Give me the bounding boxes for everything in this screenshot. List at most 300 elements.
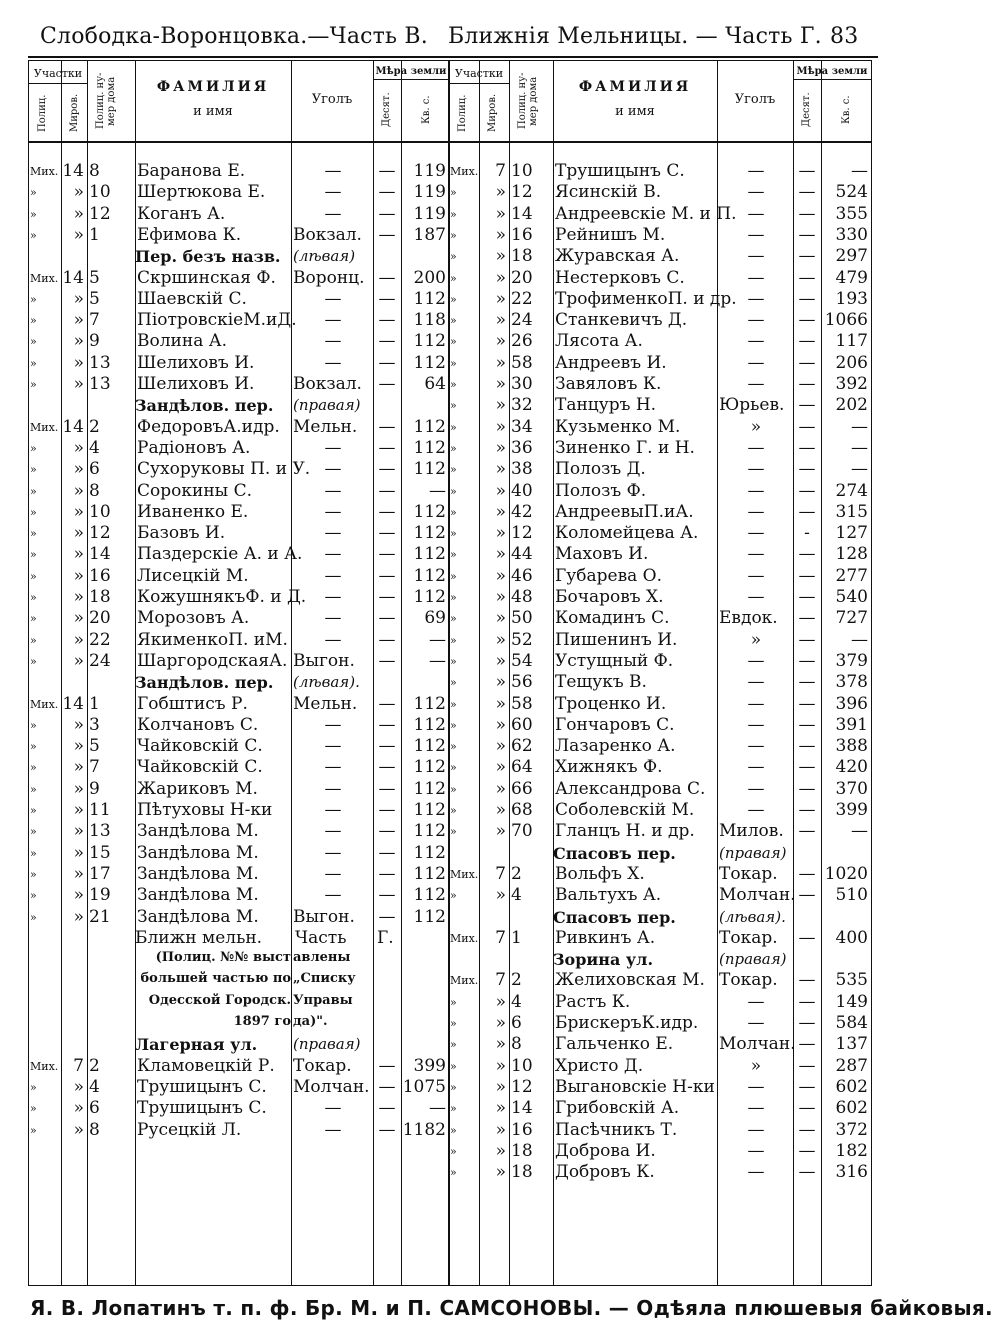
sq-sazhen: 112	[413, 863, 446, 884]
magistrate-district: »	[73, 523, 84, 544]
magistrate-district: »	[495, 991, 506, 1012]
house-number: 20	[511, 267, 533, 288]
house-number: 34	[511, 416, 533, 437]
table-row	[29, 374, 449, 395]
corner-street: —	[324, 182, 342, 203]
desyatiny: —	[378, 587, 396, 607]
police-district: »	[30, 505, 37, 519]
owner-name: Тещукъ В.	[555, 672, 647, 693]
corner-street: —	[747, 288, 765, 309]
house-number: 8	[89, 1119, 100, 1140]
corner-street: —	[324, 885, 342, 906]
table-row	[29, 544, 449, 565]
sq-sazhen: 206	[835, 352, 868, 373]
magistrate-district: »	[73, 1119, 84, 1140]
sq-sazhen: 112	[413, 501, 446, 522]
desyatiny: —	[378, 565, 396, 586]
corner-street: —	[747, 310, 765, 331]
table-row	[449, 1056, 871, 1077]
corner-street: Евдок.	[719, 608, 778, 629]
sq-sazhen: 355	[835, 203, 868, 224]
corner-street: —	[324, 821, 342, 842]
header-rule	[28, 56, 878, 58]
police-district: »	[450, 591, 457, 604]
desyatiny: —	[378, 1055, 396, 1076]
corner-street: —	[324, 523, 342, 544]
house-number: 24	[89, 650, 111, 671]
magistrate-district: »	[495, 331, 506, 352]
desyatiny: —	[798, 182, 816, 203]
desyatiny: —	[798, 161, 816, 181]
desyatiny: —	[378, 544, 396, 565]
house-number: 10	[511, 1055, 533, 1076]
street-side: (правая)	[293, 1035, 361, 1054]
house-number: 64	[511, 757, 533, 778]
police-district: »	[30, 867, 37, 881]
police-district: »	[450, 207, 457, 221]
police-district: Мих.	[30, 420, 59, 434]
police-district: »	[30, 612, 37, 626]
sq-sazhen: 277	[835, 565, 868, 586]
header-subrule	[373, 79, 449, 80]
table-row	[449, 459, 871, 480]
sq-sazhen: 112	[413, 778, 446, 799]
section-row	[29, 395, 449, 416]
desyatiny: —	[378, 608, 396, 629]
police-district: »	[30, 910, 37, 924]
table-row	[29, 821, 449, 842]
corner-street: —	[324, 331, 342, 352]
desyatiny: —	[798, 1034, 816, 1055]
col-mera: Мѣра земли	[375, 66, 447, 77]
col-nomer: Полиц. ну-мер дома	[517, 72, 539, 130]
part-word: Часть	[295, 927, 347, 948]
owner-name: ЯкименкоП. иМ.	[137, 629, 288, 650]
sq-sazhen: 127	[835, 523, 868, 544]
street-side: (лѣвая)	[293, 247, 356, 266]
sq-sazhen: 112	[413, 523, 446, 544]
owner-name: Хижнякъ Ф.	[555, 757, 663, 778]
owner-name: Лясота А.	[555, 331, 643, 352]
magistrate-district: »	[73, 182, 84, 203]
magistrate-district: »	[495, 480, 506, 501]
owner-name: Александрова С.	[555, 778, 706, 799]
sq-sazhen: 200	[413, 267, 446, 288]
table-row	[449, 310, 871, 331]
police-district: »	[450, 548, 457, 562]
corner-street: —	[324, 608, 342, 629]
house-number: 58	[511, 352, 533, 373]
desyatiny: —	[798, 927, 816, 948]
corner-street: —	[324, 1098, 342, 1119]
corner-street: —	[324, 544, 342, 565]
desyatiny: —	[798, 459, 816, 480]
table-row	[29, 843, 449, 864]
sq-sazhen: 202	[835, 395, 868, 416]
table-row	[449, 715, 871, 736]
house-number: 1	[89, 693, 100, 714]
sq-sazhen: 370	[835, 778, 868, 799]
corner-street: —	[747, 991, 765, 1012]
corner-street: —	[324, 288, 342, 309]
magistrate-district: »	[495, 203, 506, 224]
house-number: 58	[511, 693, 533, 714]
sq-sazhen: 396	[835, 693, 868, 714]
police-district: »	[450, 697, 457, 711]
magistrate-district: »	[495, 1162, 506, 1183]
sq-sazhen: 315	[835, 501, 868, 522]
street-side: (правая)	[719, 843, 787, 862]
col-nomer: Полиц. ну-мер дома	[95, 72, 117, 130]
owner-name: Шертюкова Е.	[137, 182, 266, 203]
house-number: 12	[511, 182, 533, 203]
police-district: Мих.	[30, 697, 59, 711]
magistrate-district: »	[73, 1076, 84, 1097]
magistrate-district: »	[495, 416, 506, 437]
corner-street: —	[747, 437, 765, 458]
police-district: »	[450, 356, 457, 370]
table-row	[29, 331, 449, 352]
house-number: 13	[89, 352, 111, 373]
sq-sazhen: 1066	[824, 310, 868, 331]
police-district: »	[30, 228, 37, 242]
street-side: (правая)	[719, 950, 787, 969]
magistrate-district: »	[495, 437, 506, 458]
police-district: »	[30, 441, 37, 455]
table-row	[29, 182, 449, 203]
sq-sazhen: 1182	[402, 1119, 446, 1140]
magistrate-district: »	[495, 885, 506, 906]
corner-street: —	[747, 714, 765, 735]
desyatiny: —	[378, 693, 396, 714]
police-district: »	[30, 527, 37, 541]
police-district: »	[30, 335, 37, 349]
magistrate-district: »	[73, 203, 84, 224]
table-row	[449, 395, 871, 416]
house-number: 12	[511, 1076, 533, 1097]
owner-name: Базовъ И.	[137, 523, 226, 544]
note-row	[29, 992, 449, 1013]
police-district: »	[30, 782, 37, 796]
desyatiny: —	[378, 757, 396, 778]
house-number: 70	[511, 821, 533, 842]
desyatiny: —	[378, 501, 396, 522]
owner-name: Шаевскій С.	[137, 288, 247, 309]
police-district: Мих.	[450, 165, 479, 178]
police-district: Мих.	[30, 165, 59, 178]
table-row	[29, 310, 449, 331]
owner-name: Зиненко Г. и Н.	[555, 437, 695, 458]
table-row	[29, 289, 449, 310]
corner-street: —	[747, 587, 765, 607]
sq-sazhen: 119	[413, 182, 446, 203]
sq-sazhen: 540	[835, 587, 868, 607]
desyatiny: —	[798, 757, 816, 778]
magistrate-district: »	[73, 288, 84, 309]
footer-advertisement: Я. В. Лопатинъ т. п. ф. Бр. М. и П. САМСОНОВЫ. — Одѣяла плюшевыя байковыя.	[30, 1296, 993, 1320]
police-district: »	[450, 1123, 457, 1137]
owner-name: Андреевъ И.	[555, 352, 667, 373]
header-left: Слободка-Воронцовка.—Часть В.	[40, 24, 428, 49]
house-number: 18	[511, 246, 533, 267]
table-row	[449, 331, 871, 352]
desyatiny: —	[798, 991, 816, 1012]
desyatiny: —	[798, 544, 816, 565]
table-row	[449, 225, 871, 246]
house-number: 48	[511, 587, 533, 607]
police-district: »	[30, 548, 37, 562]
police-district: »	[450, 654, 457, 668]
owner-name: Растъ К.	[555, 991, 631, 1012]
desyatiny: —	[798, 885, 816, 906]
owner-name: Выгановскіе Н-ки	[555, 1076, 715, 1097]
desyatiny: —	[798, 224, 816, 245]
magistrate-district: »	[73, 224, 84, 245]
magistrate-district: »	[495, 310, 506, 331]
table-row	[449, 566, 871, 587]
house-number: 5	[89, 267, 100, 288]
corner-street: Токар.	[719, 970, 778, 991]
table-row	[29, 885, 449, 906]
owner-name: Чайковскій С.	[137, 736, 263, 757]
col-familia: ФАМИЛИЯ	[578, 79, 692, 95]
table-row	[29, 161, 449, 182]
house-number: 9	[89, 331, 100, 352]
owner-name: Добровъ К.	[555, 1162, 655, 1183]
corner-street: Токар.	[719, 927, 778, 948]
desyatiny: —	[378, 736, 396, 757]
house-number: 36	[511, 437, 533, 458]
house-number: 12	[89, 203, 111, 224]
house-number: 40	[511, 480, 533, 501]
part-letter: Г.	[377, 927, 394, 948]
section-row	[29, 246, 449, 267]
house-number: 66	[511, 778, 533, 799]
police-district: »	[450, 505, 457, 519]
sq-sazhen: 193	[835, 288, 868, 309]
corner-street: —	[324, 352, 342, 373]
corner-street: —	[324, 501, 342, 522]
magistrate-district: »	[495, 757, 506, 778]
corner-street: —	[747, 693, 765, 714]
corner-street: —	[747, 1076, 765, 1097]
header-subrule	[449, 83, 509, 84]
desyatiny: —	[378, 352, 396, 373]
police-district: Мих.	[450, 931, 479, 945]
owner-name: Ефимова К.	[137, 224, 242, 245]
desyatiny: —	[378, 821, 396, 842]
magistrate-district: 7	[495, 863, 506, 884]
corner-street: —	[747, 650, 765, 671]
police-district: »	[450, 995, 457, 1009]
magistrate-district: »	[495, 672, 506, 693]
police-district: »	[30, 1102, 37, 1116]
table-row	[29, 523, 449, 544]
sq-sazhen: 535	[835, 970, 868, 991]
note-text: авлены	[293, 950, 351, 966]
magistrate-district: »	[73, 863, 84, 884]
desyatiny: —	[798, 1076, 816, 1097]
col-desyat: Десят.	[381, 92, 392, 128]
house-number: 2	[89, 1055, 100, 1076]
magistrate-district: »	[495, 565, 506, 586]
owner-name: Лисецкій М.	[137, 565, 249, 586]
desyatiny: —	[378, 224, 396, 245]
magistrate-district: »	[495, 288, 506, 309]
note-text: „Списку	[293, 971, 356, 987]
house-number: 2	[511, 863, 522, 884]
owner-name: Нестерковъ С.	[555, 267, 685, 288]
magistrate-district: »	[73, 736, 84, 757]
col-uchastki: Участки	[33, 67, 83, 80]
table-row	[449, 1013, 871, 1034]
owner-name: Колчановъ С.	[137, 714, 259, 735]
magistrate-district: »	[495, 267, 506, 288]
police-district: »	[450, 399, 457, 413]
house-number: 11	[89, 800, 111, 820]
owner-name: Бочаровъ Х.	[555, 587, 664, 607]
sq-sazhen: 392	[835, 374, 868, 394]
police-district: »	[30, 186, 37, 200]
magistrate-district: »	[495, 1076, 506, 1097]
col-ugol: Уголъ	[311, 92, 353, 107]
magistrate-district: »	[495, 587, 506, 607]
police-district: »	[450, 420, 457, 434]
corner-street: Воронц.	[293, 267, 365, 288]
table-row	[449, 885, 871, 906]
house-number: 16	[89, 565, 111, 586]
col-mera: Мѣра земли	[796, 66, 868, 77]
house-number: 16	[511, 1119, 533, 1140]
col-mirov: Миров.	[487, 93, 498, 133]
corner-street: Выгон.	[293, 906, 355, 927]
section-row	[449, 949, 871, 970]
sq-sazhen: 112	[413, 416, 446, 437]
corner-street: —	[747, 352, 765, 373]
corner-street: —	[747, 374, 765, 394]
corner-street: —	[324, 565, 342, 586]
owner-name: Зандѣлова М.	[137, 842, 259, 863]
header-middle: Ближнія Мельницы. — Часть Г.	[448, 24, 822, 49]
house-number: 24	[511, 310, 533, 331]
owner-name: Танцуръ Н.	[555, 395, 657, 416]
magistrate-district: »	[73, 650, 84, 671]
house-number: 54	[511, 650, 533, 671]
table-row	[449, 779, 871, 800]
owner-name: Зандѣлова М.	[137, 821, 259, 842]
sq-sazhen: 112	[413, 757, 446, 778]
sq-sazhen: 64	[424, 374, 446, 394]
col-familia: ФАМИЛИЯ	[156, 79, 270, 95]
owner-name: Гланцъ Н. и др.	[555, 821, 695, 842]
desyatiny: —	[378, 310, 396, 331]
house-number: 17	[89, 863, 111, 884]
police-district: »	[450, 804, 457, 817]
sq-sazhen: 119	[413, 203, 446, 224]
corner-street: Мельн.	[293, 693, 358, 714]
corner-street: Милов.	[719, 821, 784, 842]
table-row	[449, 182, 871, 203]
street-name: Спасовъ пер.	[553, 843, 676, 863]
col-mirov: Миров.	[69, 93, 80, 133]
magistrate-district: »	[73, 565, 84, 586]
magistrate-district: »	[495, 778, 506, 799]
house-number: 9	[89, 778, 100, 799]
house-number: 8	[89, 480, 100, 501]
table-row	[449, 481, 871, 502]
table-row	[449, 246, 871, 267]
corner-street: —	[324, 459, 342, 480]
police-district: »	[450, 271, 457, 285]
col-uchastki: Участки	[454, 67, 504, 80]
magistrate-district: »	[495, 1140, 506, 1161]
police-district: Мих.	[450, 867, 479, 881]
owner-name: Гобштисъ Р.	[137, 693, 248, 714]
house-number: 62	[511, 736, 533, 757]
desyatiny: —	[798, 1162, 816, 1183]
house-number: 14	[511, 203, 533, 224]
owner-name: Шелиховъ И.	[137, 374, 255, 394]
desyatiny: —	[798, 1013, 816, 1033]
house-number: 18	[511, 1140, 533, 1161]
house-number: 22	[89, 629, 111, 650]
owner-name: Вальтухъ А.	[555, 885, 662, 906]
magistrate-district: »	[495, 459, 506, 480]
sq-sazhen: 112	[413, 587, 446, 607]
house-number: 30	[511, 374, 533, 394]
corner-street: —	[747, 459, 765, 480]
corner-street: —	[324, 203, 342, 224]
house-number: 14	[511, 1098, 533, 1119]
owner-name: Гончаровъ С.	[555, 714, 675, 735]
magistrate-district: »	[73, 587, 84, 607]
table-row	[449, 1077, 871, 1098]
corner-street: Токар.	[719, 863, 778, 884]
desyatiny: —	[378, 1076, 396, 1097]
police-district: »	[30, 633, 37, 647]
sq-sazhen: 117	[835, 331, 868, 352]
magistrate-district: »	[495, 714, 506, 735]
right-table	[448, 60, 872, 1286]
table-row	[449, 672, 871, 693]
desyatiny: —	[378, 1098, 396, 1119]
sq-sazhen: 420	[835, 757, 868, 778]
police-district: »	[30, 591, 37, 604]
police-district: »	[30, 207, 37, 221]
owner-name: Губарева О.	[555, 565, 663, 586]
house-number: 4	[89, 437, 100, 458]
owner-name: Андреевскіе М. и П.	[555, 203, 737, 224]
desyatiny: —	[378, 288, 396, 309]
house-number: 50	[511, 608, 533, 629]
table-row	[29, 225, 449, 246]
corner-street: —	[747, 1098, 765, 1119]
sq-sazhen: 399	[835, 800, 868, 820]
desyatiny: —	[798, 416, 816, 437]
desyatiny: —	[378, 416, 396, 437]
owner-name: Трушицынъ С.	[137, 1098, 267, 1119]
police-district: »	[30, 484, 37, 498]
table-row	[29, 587, 449, 608]
police-district: »	[450, 1102, 457, 1116]
corner-street: —	[747, 565, 765, 586]
corner-street: —	[324, 1119, 342, 1140]
sq-sazhen: 112	[413, 544, 446, 565]
table-row	[29, 502, 449, 523]
owner-name: Доброва И.	[555, 1140, 656, 1161]
corner-street: —	[324, 757, 342, 778]
desyatiny: —	[798, 821, 816, 842]
